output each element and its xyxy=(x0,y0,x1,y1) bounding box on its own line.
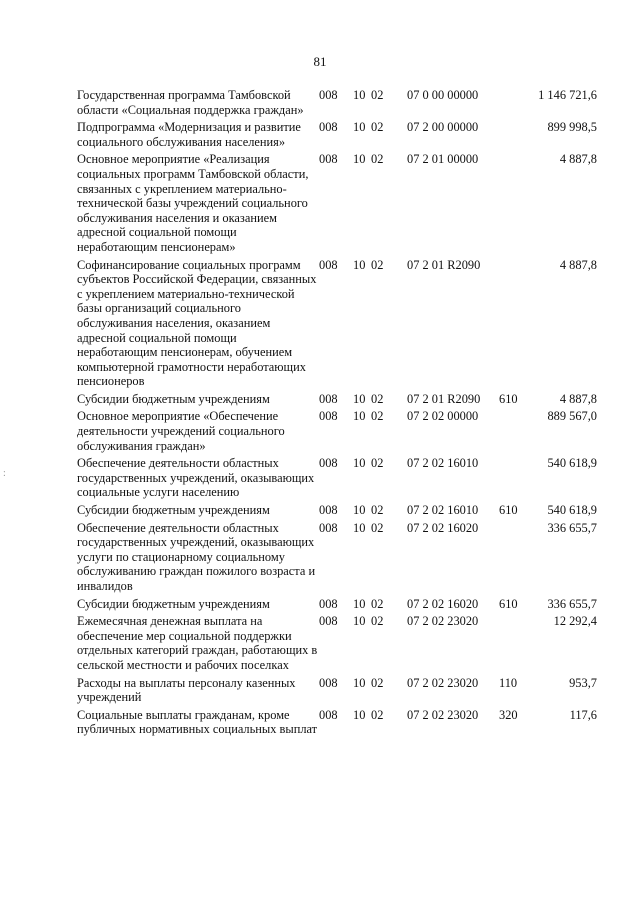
expense-type-code: 320 xyxy=(499,707,518,722)
subsection-code: 02 xyxy=(371,257,384,272)
amount: 889 567,0 xyxy=(547,409,597,424)
row-name: Государственная программа Тамбовской области «Социальная поддержка граждан» xyxy=(77,88,304,117)
target-item-code: 07 2 01 R2090 xyxy=(407,391,481,406)
subsection-code: 02 xyxy=(371,88,384,102)
amount: 4 887,8 xyxy=(559,391,597,406)
table-row xyxy=(77,676,597,708)
section-code: 10 xyxy=(353,409,366,424)
department-code: 008 xyxy=(319,88,338,102)
section-code: 10 xyxy=(353,88,366,102)
target-item-code: 07 2 00 00000 xyxy=(407,120,479,135)
target-item-code: 07 2 02 23020 xyxy=(407,707,479,722)
department-code: 008 xyxy=(319,152,338,167)
table-row xyxy=(77,88,597,120)
row-name: Субсидии бюджетным учреждениям xyxy=(77,391,270,406)
amount: 4 887,8 xyxy=(559,257,597,272)
target-item-code: 07 2 02 16010 xyxy=(407,456,479,471)
row-name: Софинансирование социальных программ субъектов Российской Федерации, связанных с укреплением материально-технической базы организаций социального обслуживания населения, оказанием адресной социальной помощи неработающим пенсионерам, обучением компьютерной грамотности неработающих пенсионеров xyxy=(77,257,317,389)
department-code: 008 xyxy=(319,675,338,690)
table-row xyxy=(77,392,597,410)
section-code: 10 xyxy=(353,503,366,518)
amount: 540 618,9 xyxy=(547,456,597,471)
expense-type-code xyxy=(499,456,533,503)
section-code: 10 xyxy=(353,520,366,535)
department-code: 008 xyxy=(319,503,338,518)
department-code: 008 xyxy=(319,707,338,722)
amount: 953,7 xyxy=(569,675,597,690)
expense-type-code xyxy=(499,152,533,257)
expense-type-code xyxy=(499,258,533,392)
subsection-code: 02 xyxy=(371,707,384,722)
amount: 540 618,9 xyxy=(547,503,597,518)
expense-type-code: 610 xyxy=(499,503,518,518)
expense-type-code: 610 xyxy=(499,391,518,406)
amount: 336 655,7 xyxy=(547,596,597,611)
expense-type-code xyxy=(499,120,533,152)
subsection-code: 02 xyxy=(371,409,384,424)
row-name: Расходы на выплаты персоналу казенных учреждений xyxy=(77,675,296,705)
section-code: 10 xyxy=(353,120,366,135)
expense-type-code: 610 xyxy=(499,596,518,611)
page-number: 81 xyxy=(313,54,327,69)
amount: 12 292,4 xyxy=(553,614,597,629)
section-code: 10 xyxy=(353,257,366,272)
row-name: Социальные выплаты гражданам, кроме публичных нормативных социальных выплат xyxy=(77,707,318,737)
subsection-code: 02 xyxy=(371,614,384,629)
target-item-code: 07 0 00 00000 xyxy=(407,88,479,102)
row-name: Субсидии бюджетным учреждениям xyxy=(77,503,270,518)
table-row xyxy=(77,521,597,597)
department-code: 008 xyxy=(319,520,338,535)
subsection-code: 02 xyxy=(371,152,384,167)
target-item-code: 07 2 02 23020 xyxy=(407,614,479,629)
subsection-code: 02 xyxy=(371,456,384,471)
section-code: 10 xyxy=(353,596,366,611)
expense-type-code xyxy=(499,409,533,456)
row-name: Обеспечение деятельности областных государственных учреждений, оказывающих услуги по стационарному социальному обслуживанию граждан пожилого возраста и инвалидов xyxy=(77,520,316,593)
table-row xyxy=(77,614,597,675)
expense-type-code xyxy=(499,614,533,675)
target-item-code: 07 2 02 16010 xyxy=(407,503,479,518)
department-code: 008 xyxy=(319,257,338,272)
subsection-code: 02 xyxy=(371,520,384,535)
subsection-code: 02 xyxy=(371,596,384,611)
target-item-code: 07 2 01 00000 xyxy=(407,152,479,167)
department-code: 008 xyxy=(319,596,338,611)
subsection-code: 02 xyxy=(371,675,384,690)
table-row xyxy=(77,708,597,740)
row-name: Субсидии бюджетным учреждениям xyxy=(77,596,270,611)
target-item-code: 07 2 02 23020 xyxy=(407,675,479,690)
amount: 336 655,7 xyxy=(547,520,597,535)
expense-type-code xyxy=(499,88,533,120)
table-row xyxy=(77,258,597,392)
row-name: Основное мероприятие «Реализация социальных программ Тамбовской области, связанных с укреплением материально-технической базы учреждений социального обслуживания населения и оказанием адресной социальной помощи неработающим пенсионерам» xyxy=(77,152,309,254)
margin-mark: : xyxy=(3,468,6,479)
subsection-code: 02 xyxy=(371,391,384,406)
amount: 4 887,8 xyxy=(559,152,597,167)
department-code: 008 xyxy=(319,614,338,629)
table-row xyxy=(77,456,597,503)
section-code: 10 xyxy=(353,675,366,690)
row-name: Подпрограмма «Модернизация и развитие социального обслуживания населения» xyxy=(77,120,301,149)
expense-type-code xyxy=(499,521,533,597)
target-item-code: 07 2 02 16020 xyxy=(407,596,479,611)
amount: 899 998,5 xyxy=(547,120,597,135)
target-item-code: 07 2 02 16020 xyxy=(407,520,479,535)
target-item-code: 07 2 01 R2090 xyxy=(407,257,481,272)
department-code: 008 xyxy=(319,409,338,424)
expense-type-code: 110 xyxy=(499,675,518,690)
table-row xyxy=(77,597,597,615)
section-code: 10 xyxy=(353,391,366,406)
subsection-code: 02 xyxy=(371,503,384,518)
subsection-code: 02 xyxy=(371,120,384,135)
department-code: 008 xyxy=(319,120,338,135)
row-name: Обеспечение деятельности областных государственных учреждений, оказывающих социальные услуги населению xyxy=(77,456,315,500)
section-code: 10 xyxy=(353,614,366,629)
section-code: 10 xyxy=(353,456,366,471)
budget-table xyxy=(77,88,597,740)
department-code: 008 xyxy=(319,391,338,406)
table-row xyxy=(77,120,597,152)
row-name: Основное мероприятие «Обеспечение деятельности учреждений социального обслуживания граждан» xyxy=(77,409,285,453)
table-row xyxy=(77,503,597,521)
row-name: Ежемесячная денежная выплата на обеспечение мер социальной поддержки отдельных категорий граждан, работающих в сельской местности и рабочих поселках xyxy=(77,614,318,672)
table-row xyxy=(77,152,597,257)
section-code: 10 xyxy=(353,707,366,722)
amount: 117,6 xyxy=(569,707,597,722)
amount: 1 146 721,6 xyxy=(538,88,597,102)
section-code: 10 xyxy=(353,152,366,167)
target-item-code: 07 2 02 00000 xyxy=(407,409,479,424)
department-code: 008 xyxy=(319,456,338,471)
table-row xyxy=(77,409,597,456)
